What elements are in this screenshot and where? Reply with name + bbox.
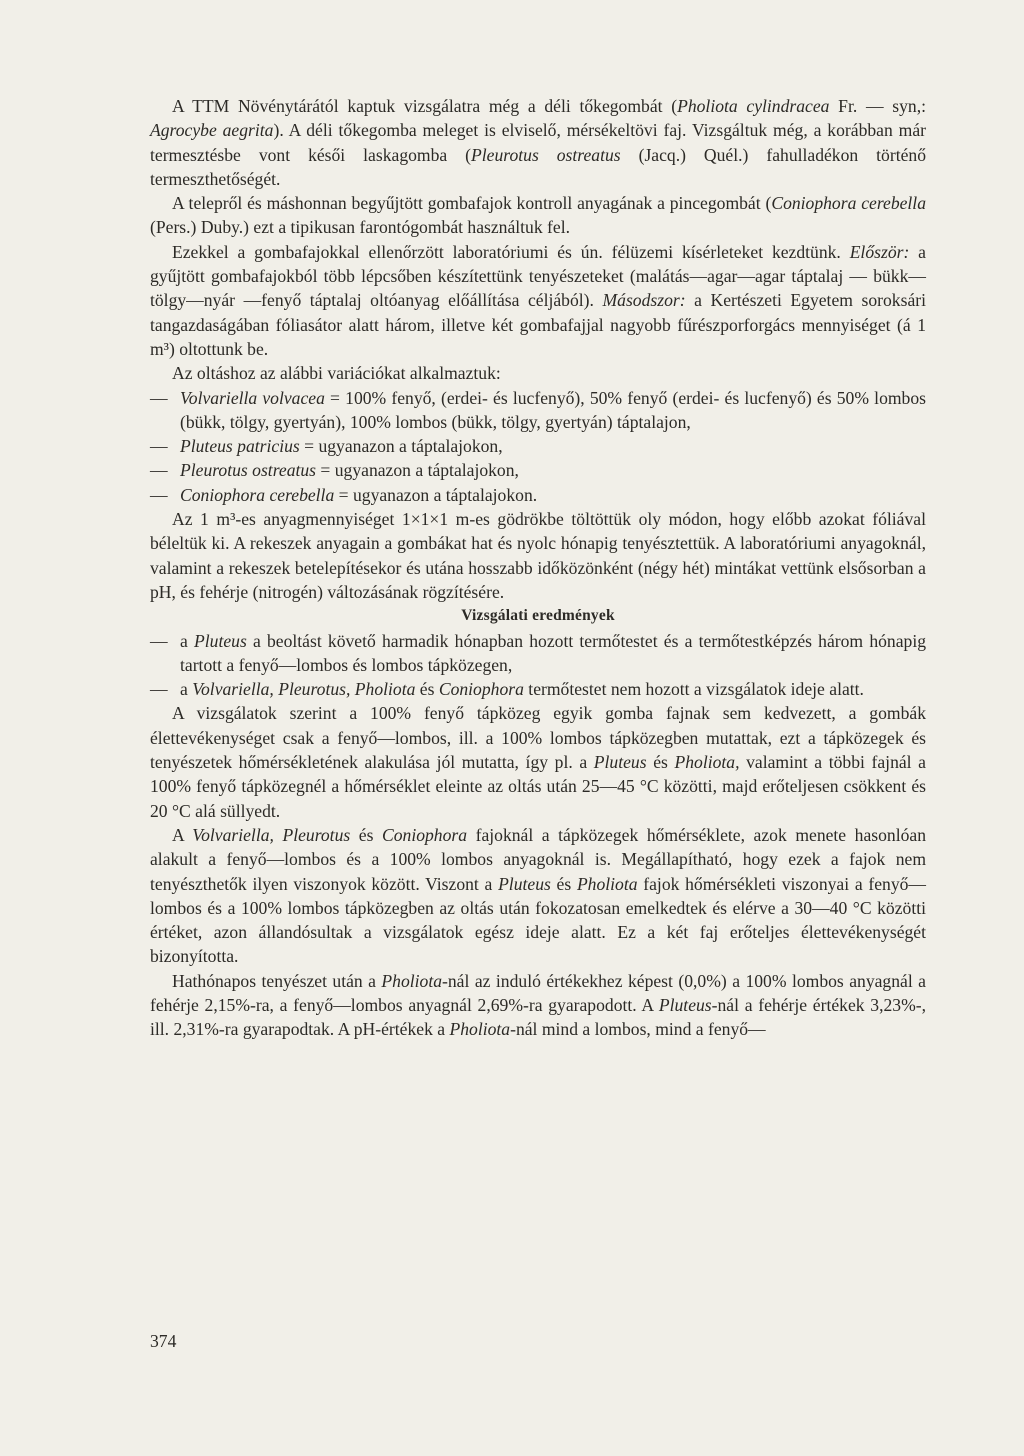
italic-term: Pholiota (449, 1019, 511, 1040)
italic-term: Agrocybe aegrita (150, 120, 274, 141)
italic-term: Pholiota, (674, 752, 740, 773)
italic-term: Coniophora cerebella (180, 484, 335, 505)
inoculation-variations-list (150, 386, 926, 507)
italic-term: Pleurotus ostreatus (180, 460, 317, 481)
italic-term: Először: (849, 241, 910, 262)
results-list (150, 629, 926, 702)
dash-bullet: — (150, 387, 168, 408)
italic-term: Pluteus (593, 752, 647, 773)
italic-term: Pluteus (194, 630, 247, 651)
italic-term: Coniophora (381, 824, 468, 845)
italic-term: Coniophora cerebella (771, 193, 926, 214)
page-body (150, 94, 926, 1042)
dash-bullet: — (150, 484, 168, 505)
paragraph-8: Hathónapos tenyészet után a Pholiota-nál az induló értékekhez képest (0,0%) a 100% lombos anyagnál a fehérje 2,15%-ra, a fenyő—lombos anyagnál 2,69%-ra gyarapodott. A Pluteus-nál a fehérje értékek 3,23%-, ill. 2,31%-ra gyarapodtak. A pH-értékek a Pholiota-nál mind a lombos, mind a fenyő— (150, 970, 926, 1040)
list-item: — Coniophora cerebella = ugyanazon a táptalajokon. (150, 483, 926, 507)
paragraph-5: Az 1 m³-es anyagmennyiséget 1×1×1 m-es gödrökbe töltöttük oly módon, hogy előbb azokat fóliával béleltük ki. A rekeszek anyagain a gombákat hat és nyolc hónapig tenyésztettük. A laboratóriumi anyagoknál, valamint a rekeszek betelepítésekor és utána hosszabb időközönként (négy hét) mintákat vettünk elsősorban a pH, és fehérje (nitrogén) változásának rögzítésére. (150, 509, 926, 602)
italic-term: Volvariella, Pleurotus, Pholiota (192, 679, 416, 700)
dash-bullet: — (150, 679, 168, 700)
list-item: — Pluteus patricius = ugyanazon a táptalajokon, (150, 434, 926, 458)
paragraph-1: A TTM Növénytárától kaptuk vizsgálatra még a déli tőkegombát (Pholiota cylindracea Fr. — syn,: Agrocybe aegrita). A déli tőkegomba meleget is elviselő, mérsékeltövi faj. Vizsgáltuk még, a korábban már termesztésbe vont késői laskagomba (Pleurotus ostreatus (Jacq.) Quél.) fahulladékon történő termeszthetőségét. (150, 96, 926, 189)
paragraph-4: Az oltáshoz az alábbi variációkat alkalmaztuk: (172, 363, 501, 384)
italic-term: Pluteus (498, 873, 551, 894)
page-number: 374 (150, 1331, 177, 1351)
list-item: — a Volvariella, Pleurotus, Pholiota és Coniophora termőtestet nem hozott a vizsgálatok ideje alatt. (150, 677, 926, 701)
dash-bullet: — (150, 630, 168, 651)
italic-term: Volvariella, Pleurotus (192, 824, 351, 845)
paragraph-7: A Volvariella, Pleurotus és Coniophora fajoknál a tápközegek hőmérséklete, azok menete hasonlóan alakult a fenyő—lombos és a 100% lombos anyagoknál is. Megállapítható, hogy ezek a fajok nem tenyészthetők ilyen viszonyok között. Viszont a Pluteus és Pholiota fajok hőmérsékleti viszonyai a fenyő—lombos és a 100% lombos tápközegben az oltás után fokozatosan emelkedtek és elérve a 30—40 °C közötti értéket, azon állandósultak a vizsgálatok egész ideje alatt. Ez a két faj erőteljes élettevékenységét bizonyította. (150, 824, 927, 967)
list-item: — a Pluteus a beoltást követő harmadik hónapban hozott termőtestet és a termőtestképzés három hónapig tartott a fenyő—lombos és lombos tápközegen, (150, 630, 926, 675)
paragraph-3: Ezekkel a gombafajokkal ellenőrzött laboratóriumi és ún. félüzemi kísérleteket kezdtünk. Először: a gyűjtött gombafajokból több lépcsőben készítettünk tenyészeteket (malátás—agar—agar táptalaj — bükk—tölgy—nyár —fenyő táptalaj oltóanyag előállítása céljából). Másodszor: a Kertészeti Egyetem soroksári tangazdaságában fóliasátor alatt három, illetve két gombafajjal nagyobb fűrészporforgács mennyiséget (á 1 m³) oltottunk be. (150, 241, 927, 359)
paragraph-2: A telepről és máshonnan begyűjtött gombafajok kontroll anyagának a pincegombát (Coniophora cerebella (Pers.) Duby.) ezt a tipikusan farontógombát használtuk fel. (150, 193, 926, 238)
paragraph-6: A vizsgálatok szerint a 100% fenyő tápközeg egyik gomba fajnak sem kedvezett, a gombák élettevékenységet csak a fenyő—lombos, ill. a 100% lombos tápközegben mutattak, ezt a tápközegek és tenyészetek hőmérsékletének alakulása jól mutatta, így pl. a Pluteus és Pholiota, valamint a többi fajnál a 100% fenyő tápközegnél a hőmérséklet eleinte az oltás után 25—45 °C közötti, majd erőteljesen csökkent és 20 °C alá süllyedt. (150, 703, 926, 821)
italic-term: Coniophora (438, 679, 524, 700)
italic-term: Pluteus (658, 994, 712, 1015)
list-item: — Volvariella volvacea = 100% fenyő, (erdei- és lucfenyő), 50% fenyő (erdei- és lucfenyő) és 50% lombos (bükk, tölgy, gyertyán), 100% lombos (bükk, tölgy, gyertyán) táptalajon, (150, 387, 926, 432)
italic-term: Pholiota (576, 873, 638, 894)
italic-term: Pluteus patricius (180, 436, 300, 457)
dash-bullet: — (150, 436, 168, 457)
section-heading: Vizsgálati eredmények (461, 607, 615, 625)
italic-term: Másodszor: (602, 290, 686, 311)
italic-term: Pholiota (381, 970, 443, 991)
dash-bullet: — (150, 460, 168, 481)
italic-term: Pleurotus ostreatus (471, 144, 621, 165)
italic-term: Pholiota cylindracea (677, 96, 830, 116)
list-item: — Pleurotus ostreatus = ugyanazon a táptalajokon, (150, 458, 926, 482)
italic-term: Volvariella volvacea (180, 387, 325, 408)
